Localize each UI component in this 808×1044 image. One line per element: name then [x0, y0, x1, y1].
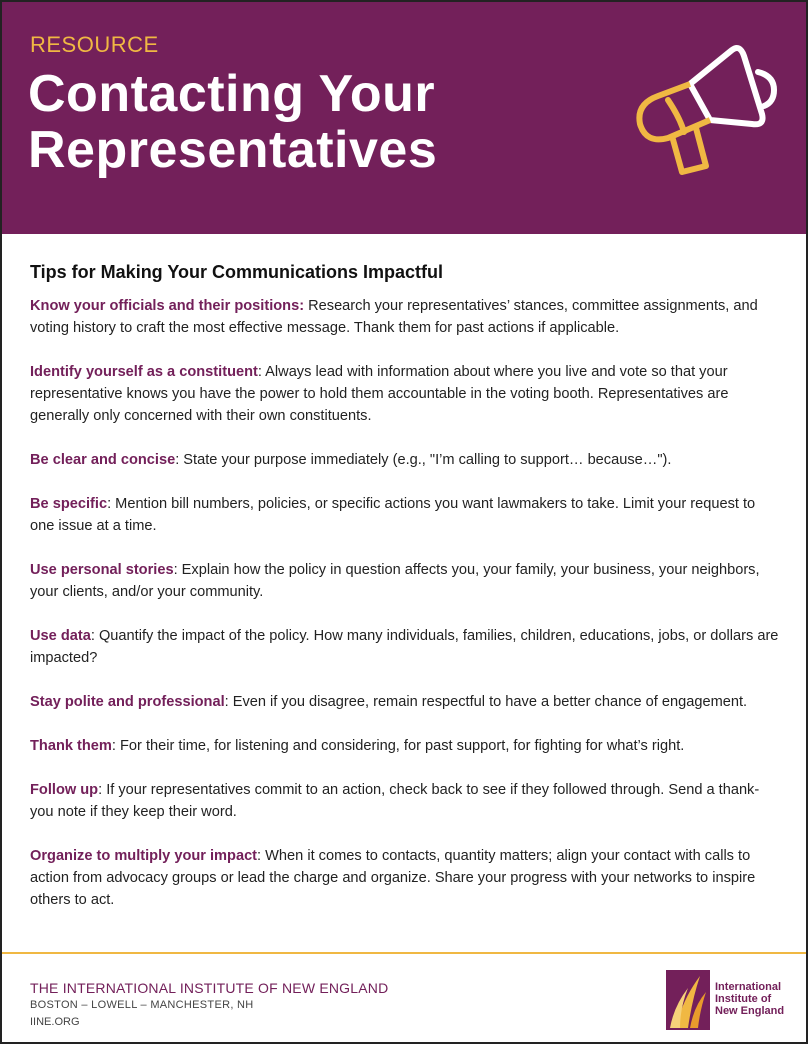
logo-line: International [715, 981, 782, 993]
tip-know-officials [30, 295, 782, 339]
iine-logo-wordmark [715, 981, 795, 1017]
tip-lead: Follow up [30, 782, 99, 798]
footer-divider [2, 952, 806, 954]
tip-be-specific [30, 493, 782, 537]
tip-lead: Use personal stories [30, 562, 174, 578]
tip-lead: Identify yourself as a constituent [30, 364, 258, 380]
tip-thank-them [30, 735, 782, 757]
logo-line: Institute of [715, 993, 772, 1005]
tip-body: : Quantify the impact of the policy. How many individuals, families, children, educations, jobs, or dollars are impacted? [30, 628, 779, 666]
tip-lead: Use data [30, 628, 91, 644]
footer-cities: BOSTON – LOWELL – MANCHESTER, NH [30, 999, 254, 1011]
tip-body: : State your purpose immediately (e.g., "I’m calling to support… because…"). [175, 452, 672, 468]
tip-body: : Mention bill numbers, policies, or specific actions you want lawmakers to take. Limit your request to one issue at a time. [30, 496, 756, 534]
tip-body: : Explain how the policy in question affects you, your family, your business, your neighbors, your clients, and/or your community. [30, 562, 760, 600]
page-title-line-1: Contacting Your [28, 65, 436, 123]
tip-follow-up [30, 779, 782, 823]
tip-body: : When it comes to contacts, quantity matters; align your contact with calls to action from advocacy groups or lead the charge and organize. Share your progress with your networks to inspire others to act. [30, 848, 756, 908]
footer-org-name: THE INTERNATIONAL INSTITUTE OF NEW ENGLAND [30, 980, 389, 996]
tip-identify-constituent [30, 361, 782, 427]
logo-line: New England [715, 1005, 785, 1017]
tip-body: Research your representatives’ stances, committee assignments, and voting history to craft the most effective message. Thank them for past actions if applicable. [30, 298, 758, 336]
resource-label: RESOURCE [30, 32, 159, 57]
tips-section [30, 262, 782, 933]
tip-lead: Know your officials and their positions: [30, 298, 305, 314]
tip-use-data [30, 625, 782, 669]
tip-lead: Stay polite and professional [30, 694, 225, 710]
footer-website-link[interactable]: IINE.ORG [30, 1016, 80, 1028]
megaphone-icon [628, 28, 788, 188]
tip-lead: Be clear and concise [30, 452, 176, 468]
tip-lead: Organize to multiply your impact [30, 848, 258, 864]
iine-flame-logo-icon [666, 970, 710, 1030]
tip-clear-concise [30, 449, 782, 471]
header-banner [2, 2, 806, 234]
tip-lead: Thank them [30, 738, 112, 754]
tip-body: : For their time, for listening and considering, for past support, for fighting for what’s right. [111, 738, 685, 754]
tip-stay-polite [30, 691, 782, 713]
tips-heading: Tips for Making Your Communications Impactful [30, 262, 444, 282]
tip-organize [30, 845, 782, 911]
tip-body: : If your representatives commit to an action, check back to see if they followed through. Send a thank-you note if they keep their word. [30, 782, 760, 820]
tip-personal-stories [30, 559, 782, 603]
tip-lead: Be specific [30, 496, 108, 512]
tip-body: : Even if you disagree, remain respectful to have a better chance of engagement. [224, 694, 748, 710]
page-title [28, 66, 588, 178]
tip-body: : Always lead with information about where you live and vote so that your representative knows you have the power to hold them accountable in the voting booth. Representatives are generally only concerned with their own constituents. [30, 364, 729, 424]
page-title-line-2: Representatives [28, 121, 438, 179]
